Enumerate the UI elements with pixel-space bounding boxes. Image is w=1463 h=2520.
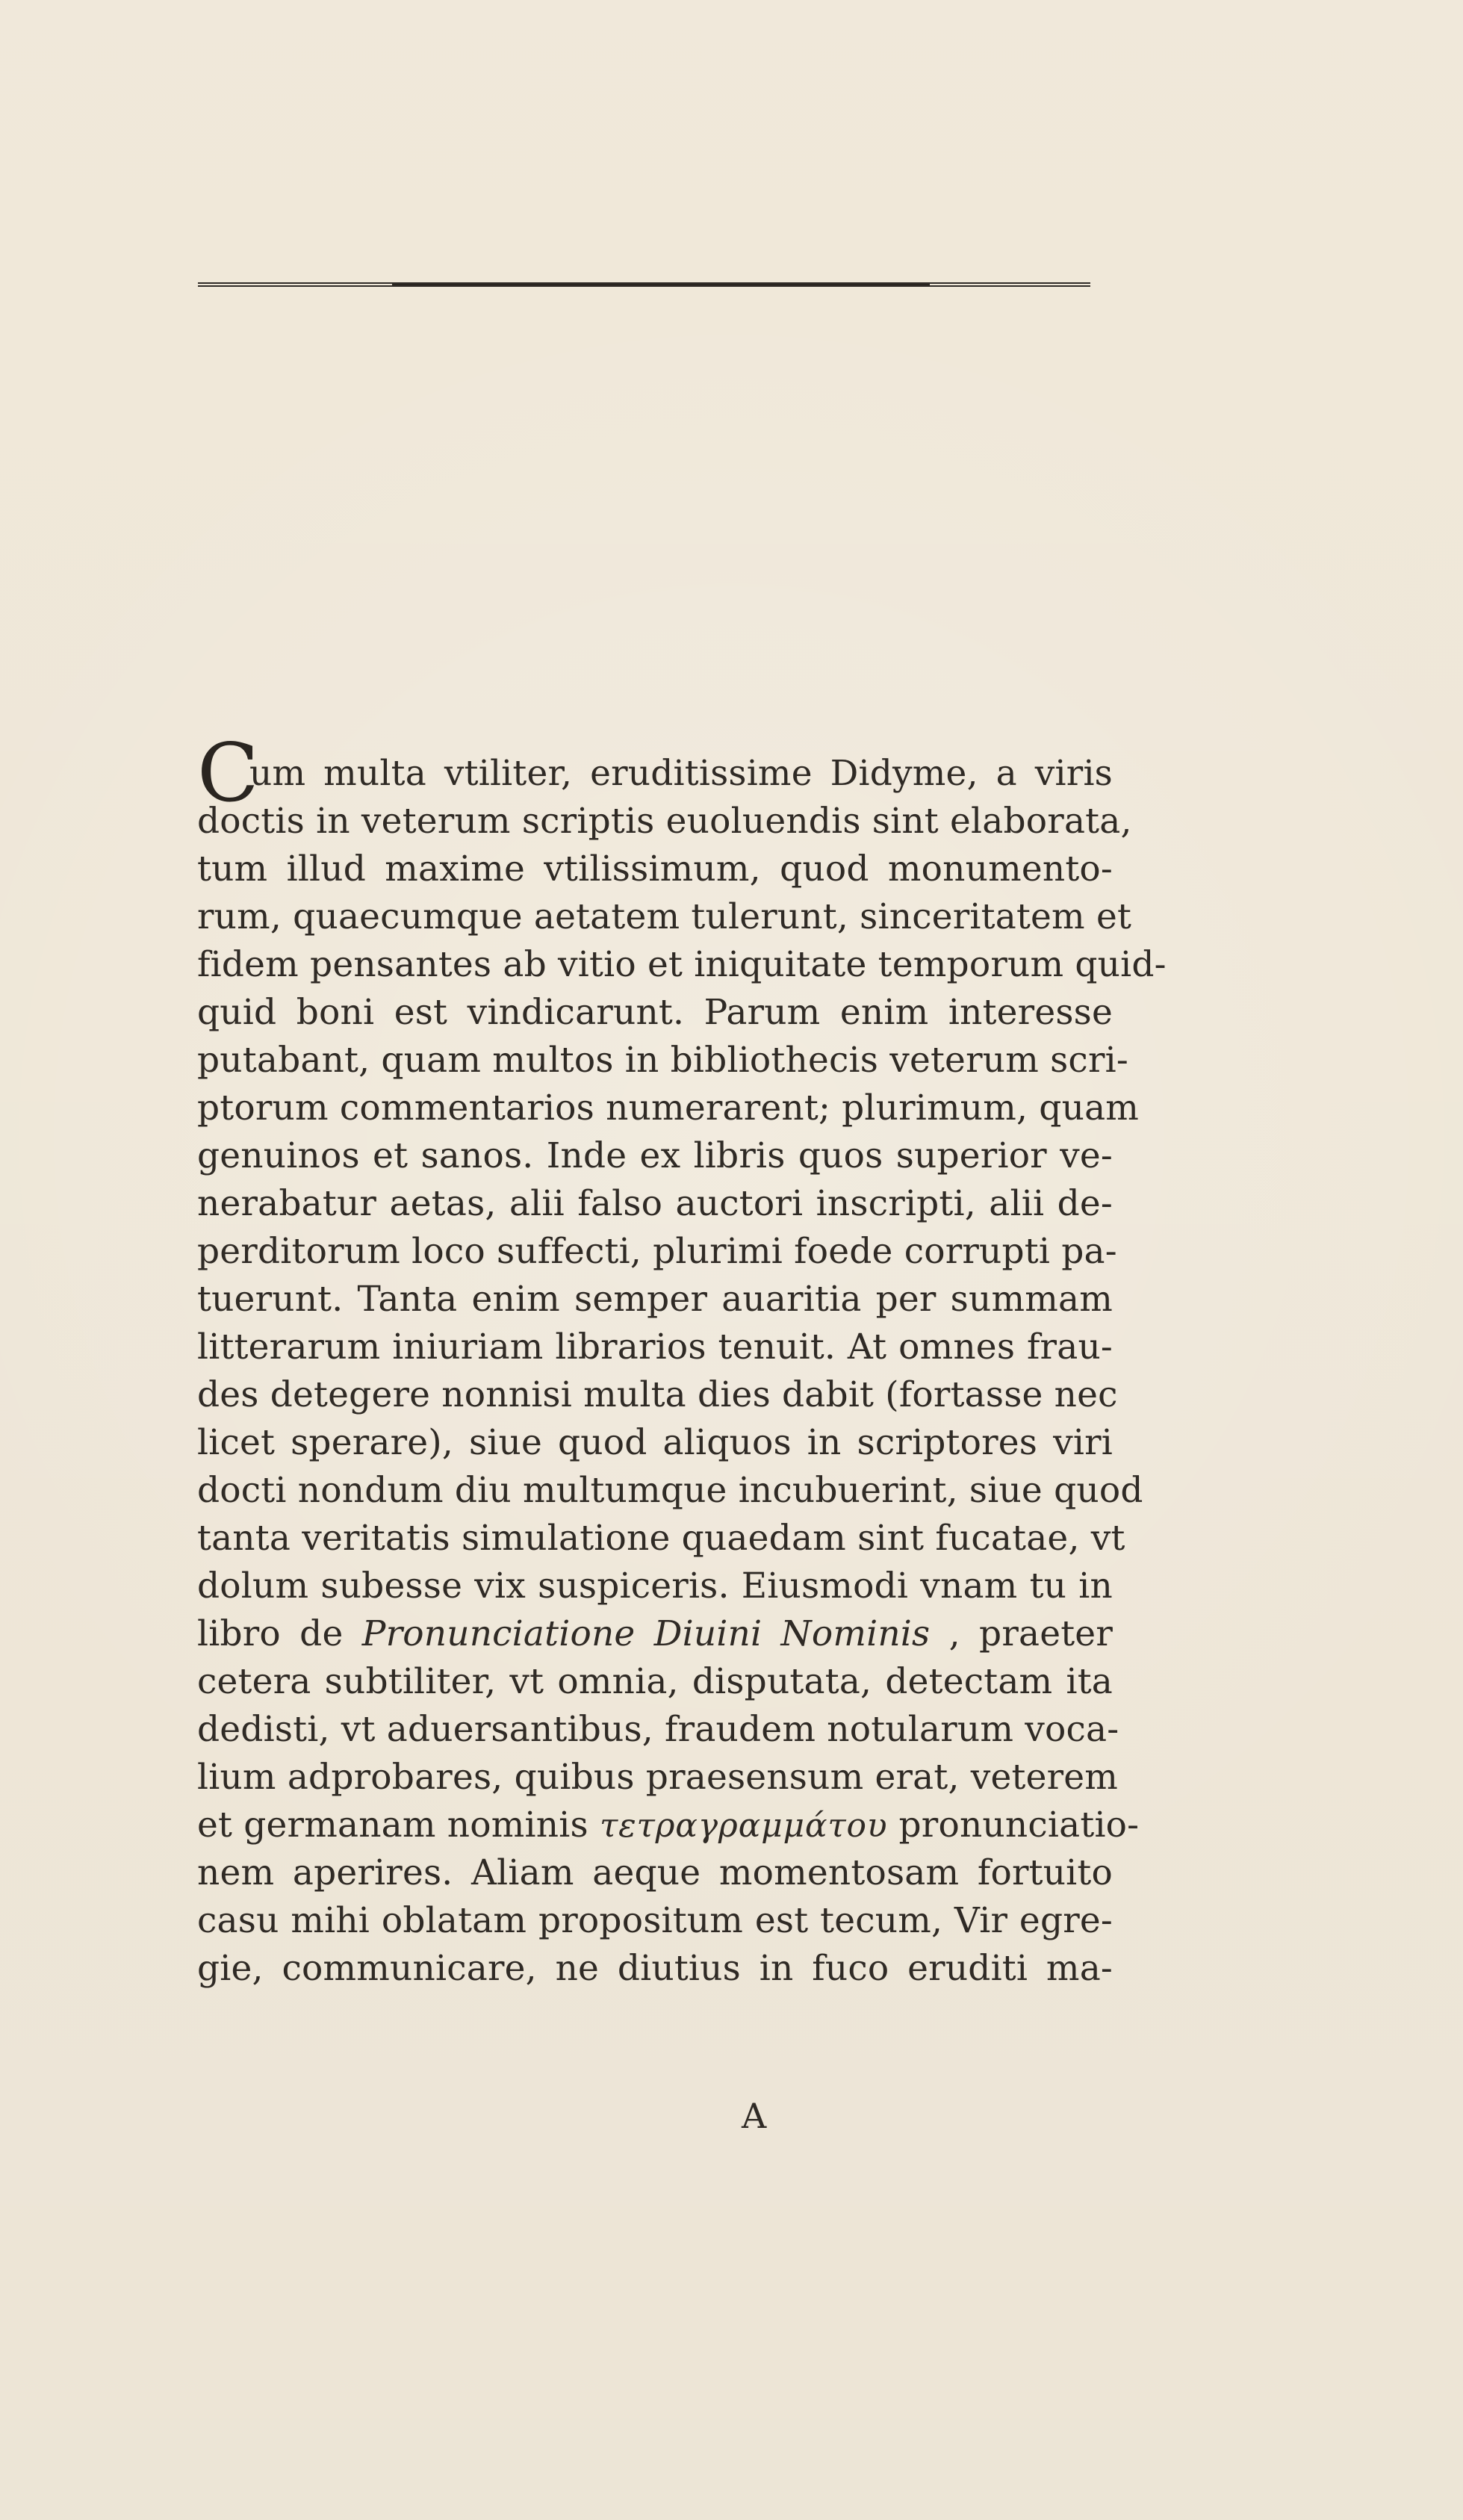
text-line: lium adprobares, quibus praesensum erat, veterem (197, 1757, 1119, 1798)
text-line: quid boni est vindicarunt. Parum enim interesse (197, 992, 1113, 1033)
text-line: nerabatur aetas, alii falso auctori inscripti, alii de- (197, 1183, 1113, 1224)
text-line: litterarum iniuriam librarios tenuit. At omnes frau- (197, 1326, 1113, 1368)
text-line: doctis in veterum scriptis euoluendis sint elaborata, (197, 801, 1132, 842)
header-rule (198, 282, 1090, 287)
text-line: des detegere nonnisi multa dies dabit (fortasse nec (197, 1374, 1118, 1415)
text-line: genuinos et sanos. Inde ex libris quos superior ve- (197, 1135, 1113, 1176)
line-23-lead: et germanam nominis (197, 1804, 600, 1846)
text-line: nem aperires. Aliam aeque momentosam fortuito (197, 1852, 1113, 1893)
text-line: tanta veritatis simulatione quaedam sint fucatae, vt (197, 1518, 1125, 1559)
text-line: rum, quaecumque aetatem tulerunt, sinceritatem et (197, 896, 1132, 937)
text-line: dolum subesse vix suspiceris. Eiusmodi vnam tu in (197, 1565, 1113, 1607)
main-text-block (197, 727, 1167, 2070)
italic-title: Pronunciatione Diuini Nominis (361, 1613, 931, 1654)
text-line: licet sperare), siue quod aliquos in scriptores viri (197, 1422, 1113, 1463)
text-line: docti nondum diu multumque incubuerint, siue quod (197, 1470, 1143, 1511)
text-line (197, 1804, 1140, 1846)
first-line-text: um multa vtiliter, eruditissime Didyme, a viris (249, 753, 1113, 794)
line-19-tail: , praeter (948, 1613, 1113, 1654)
text-line: gie, communicare, ne diutius in fuco eruditi ma- (197, 1948, 1113, 1989)
text-line: ptorum commentarios numerarent; plurimum, quam (197, 1087, 1140, 1129)
text-line: perditorum loco suffecti, plurimi foede corrupti pa- (197, 1231, 1117, 1272)
text-line: dedisti, vt aduersantibus, fraudem notularum voca- (197, 1709, 1119, 1750)
text-line (197, 1613, 1113, 1654)
text-line: tum illud maxime vtilissimum, quod monumento- (197, 848, 1113, 890)
text-line: putabant, quam multos in bibliothecis veterum scri- (197, 1040, 1128, 1081)
text-line: cetera subtiliter, vt omnia, disputata, detectam ita (197, 1661, 1113, 1702)
text-line: fidem pensantes ab vitio et iniquitate temporum quid- (197, 944, 1167, 985)
text-line: tuerunt. Tanta enim semper auaritia per summam (197, 1279, 1113, 1320)
text-line: casu mihi oblatam propositum est tecum, Vir egre- (197, 1900, 1113, 1941)
drop-cap: C (197, 727, 259, 820)
line-19-lead: libro de (197, 1613, 362, 1654)
greek-term: τετραγραμμάτου (599, 1807, 888, 1845)
line-23-tail: pronunciatio- (898, 1804, 1140, 1846)
signature-mark: A (742, 2096, 767, 2136)
